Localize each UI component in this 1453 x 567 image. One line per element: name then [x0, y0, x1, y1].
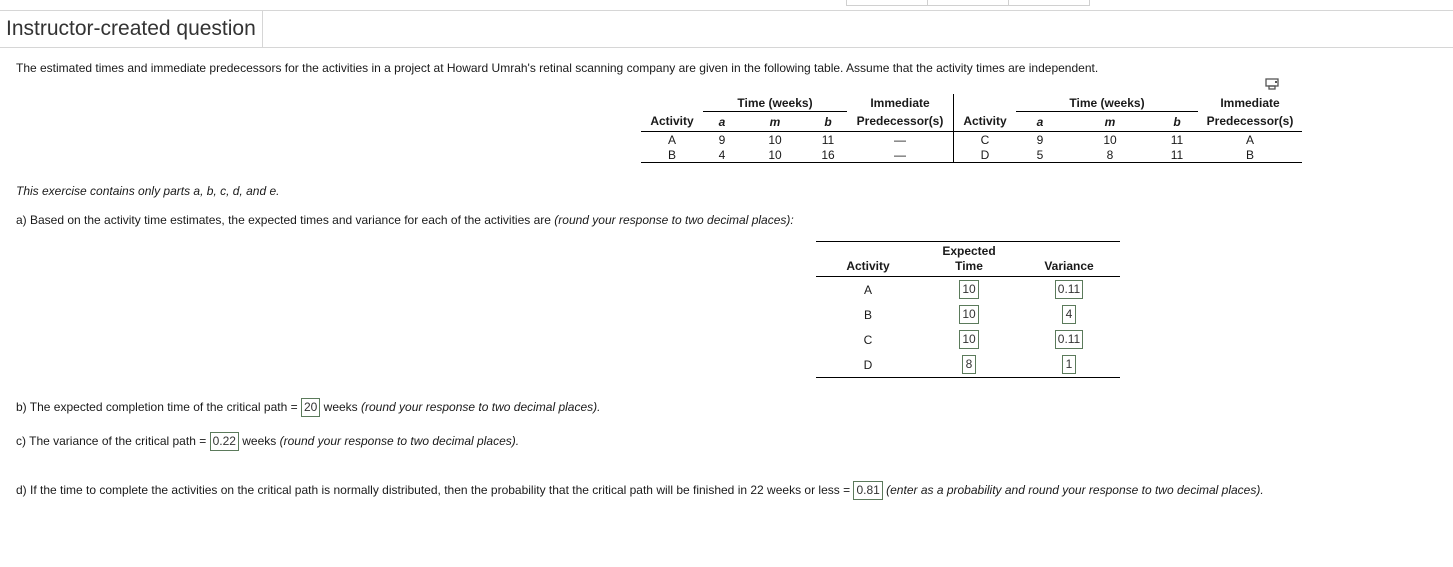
- variance-input-b[interactable]: 4: [1062, 305, 1076, 324]
- top-toolbar-tabs: [846, 0, 1090, 6]
- variance-input-d[interactable]: 1: [1062, 355, 1076, 374]
- title-divider: [0, 47, 1453, 48]
- exercise-note: This exercise contains only parts a, b, c, d, and e.: [16, 184, 280, 198]
- immediate-header-1: Immediate: [847, 94, 954, 112]
- result-variance-header: Variance: [1018, 242, 1120, 277]
- variance-input-a[interactable]: 0.11: [1055, 280, 1083, 299]
- expected-time-input-b[interactable]: 10: [959, 305, 978, 324]
- predecessor-header-2: Predecessor(s): [1198, 112, 1302, 132]
- critical-path-variance-input[interactable]: 0.22: [210, 432, 239, 451]
- part-d-prompt: d) If the time to complete the activities on the critical path is normally distributed, then the probability that the critical path will be finished in 22 weeks or less = 0.81 (enter as a probability and round your response to two decimal places).: [16, 481, 1264, 500]
- time-weeks-header-1: Time (weeks): [703, 94, 847, 112]
- page-title: Instructor-created question: [0, 11, 263, 47]
- time-weeks-header-2: Time (weeks): [1016, 94, 1198, 112]
- expected-time-input-a[interactable]: 10: [959, 280, 978, 299]
- table-row: D 8 1: [816, 352, 1120, 378]
- part-a-hint: (round your response to two decimal places):: [554, 213, 794, 227]
- critical-path-time-input[interactable]: 20: [301, 398, 320, 417]
- part-a-prompt: [16, 212, 794, 228]
- expected-time-input-c[interactable]: 10: [959, 330, 978, 349]
- print-icon[interactable]: [1265, 78, 1279, 90]
- part-b-prompt: b) The expected completion time of the critical path = 20 weeks (round your response to two decimal places).: [16, 398, 600, 417]
- intro-text: The estimated times and immediate predecessors for the activities in a project at Howard Umrah's retinal scanning company are given in the following table. Assume that the activity times are independent.: [16, 61, 1099, 75]
- expected-time-input-d[interactable]: 8: [962, 355, 976, 374]
- table-row: B 10 4: [816, 302, 1120, 327]
- variance-input-c[interactable]: 0.11: [1055, 330, 1083, 349]
- probability-input[interactable]: 0.81: [853, 481, 882, 500]
- activity-header-2: Activity: [954, 112, 1017, 132]
- part-c-prompt: c) The variance of the critical path = 0.22 weeks (round your response to two decimal places).: [16, 432, 519, 451]
- col-m-header-1: m: [741, 112, 809, 132]
- col-m-header-2: m: [1064, 112, 1156, 132]
- expected-variance-table: [816, 241, 1120, 378]
- table-row: A 10 0.11: [816, 277, 1120, 303]
- result-activity-header: Activity: [816, 242, 920, 277]
- col-b-header-1: b: [809, 112, 847, 132]
- part-a-text: a) Based on the activity time estimates, the expected times and variance for each of the activities are: [16, 213, 551, 227]
- predecessor-header-1: Predecessor(s): [847, 112, 954, 132]
- given-activity-table: [641, 94, 1302, 163]
- col-a-header-2: a: [1016, 112, 1064, 132]
- col-a-header-1: a: [703, 112, 741, 132]
- activity-header-1: Activity: [641, 112, 703, 132]
- col-b-header-2: b: [1156, 112, 1198, 132]
- result-expected-header: Expected Time: [920, 242, 1018, 277]
- table-row: A 9 10 11 — C 9 10 11 A: [667, 132, 1254, 147]
- table-row: C 10 0.11: [816, 327, 1120, 352]
- table-row: B 4 10 16 — D 5 8 11 B: [641, 147, 1302, 163]
- immediate-header-2: Immediate: [1220, 95, 1280, 110]
